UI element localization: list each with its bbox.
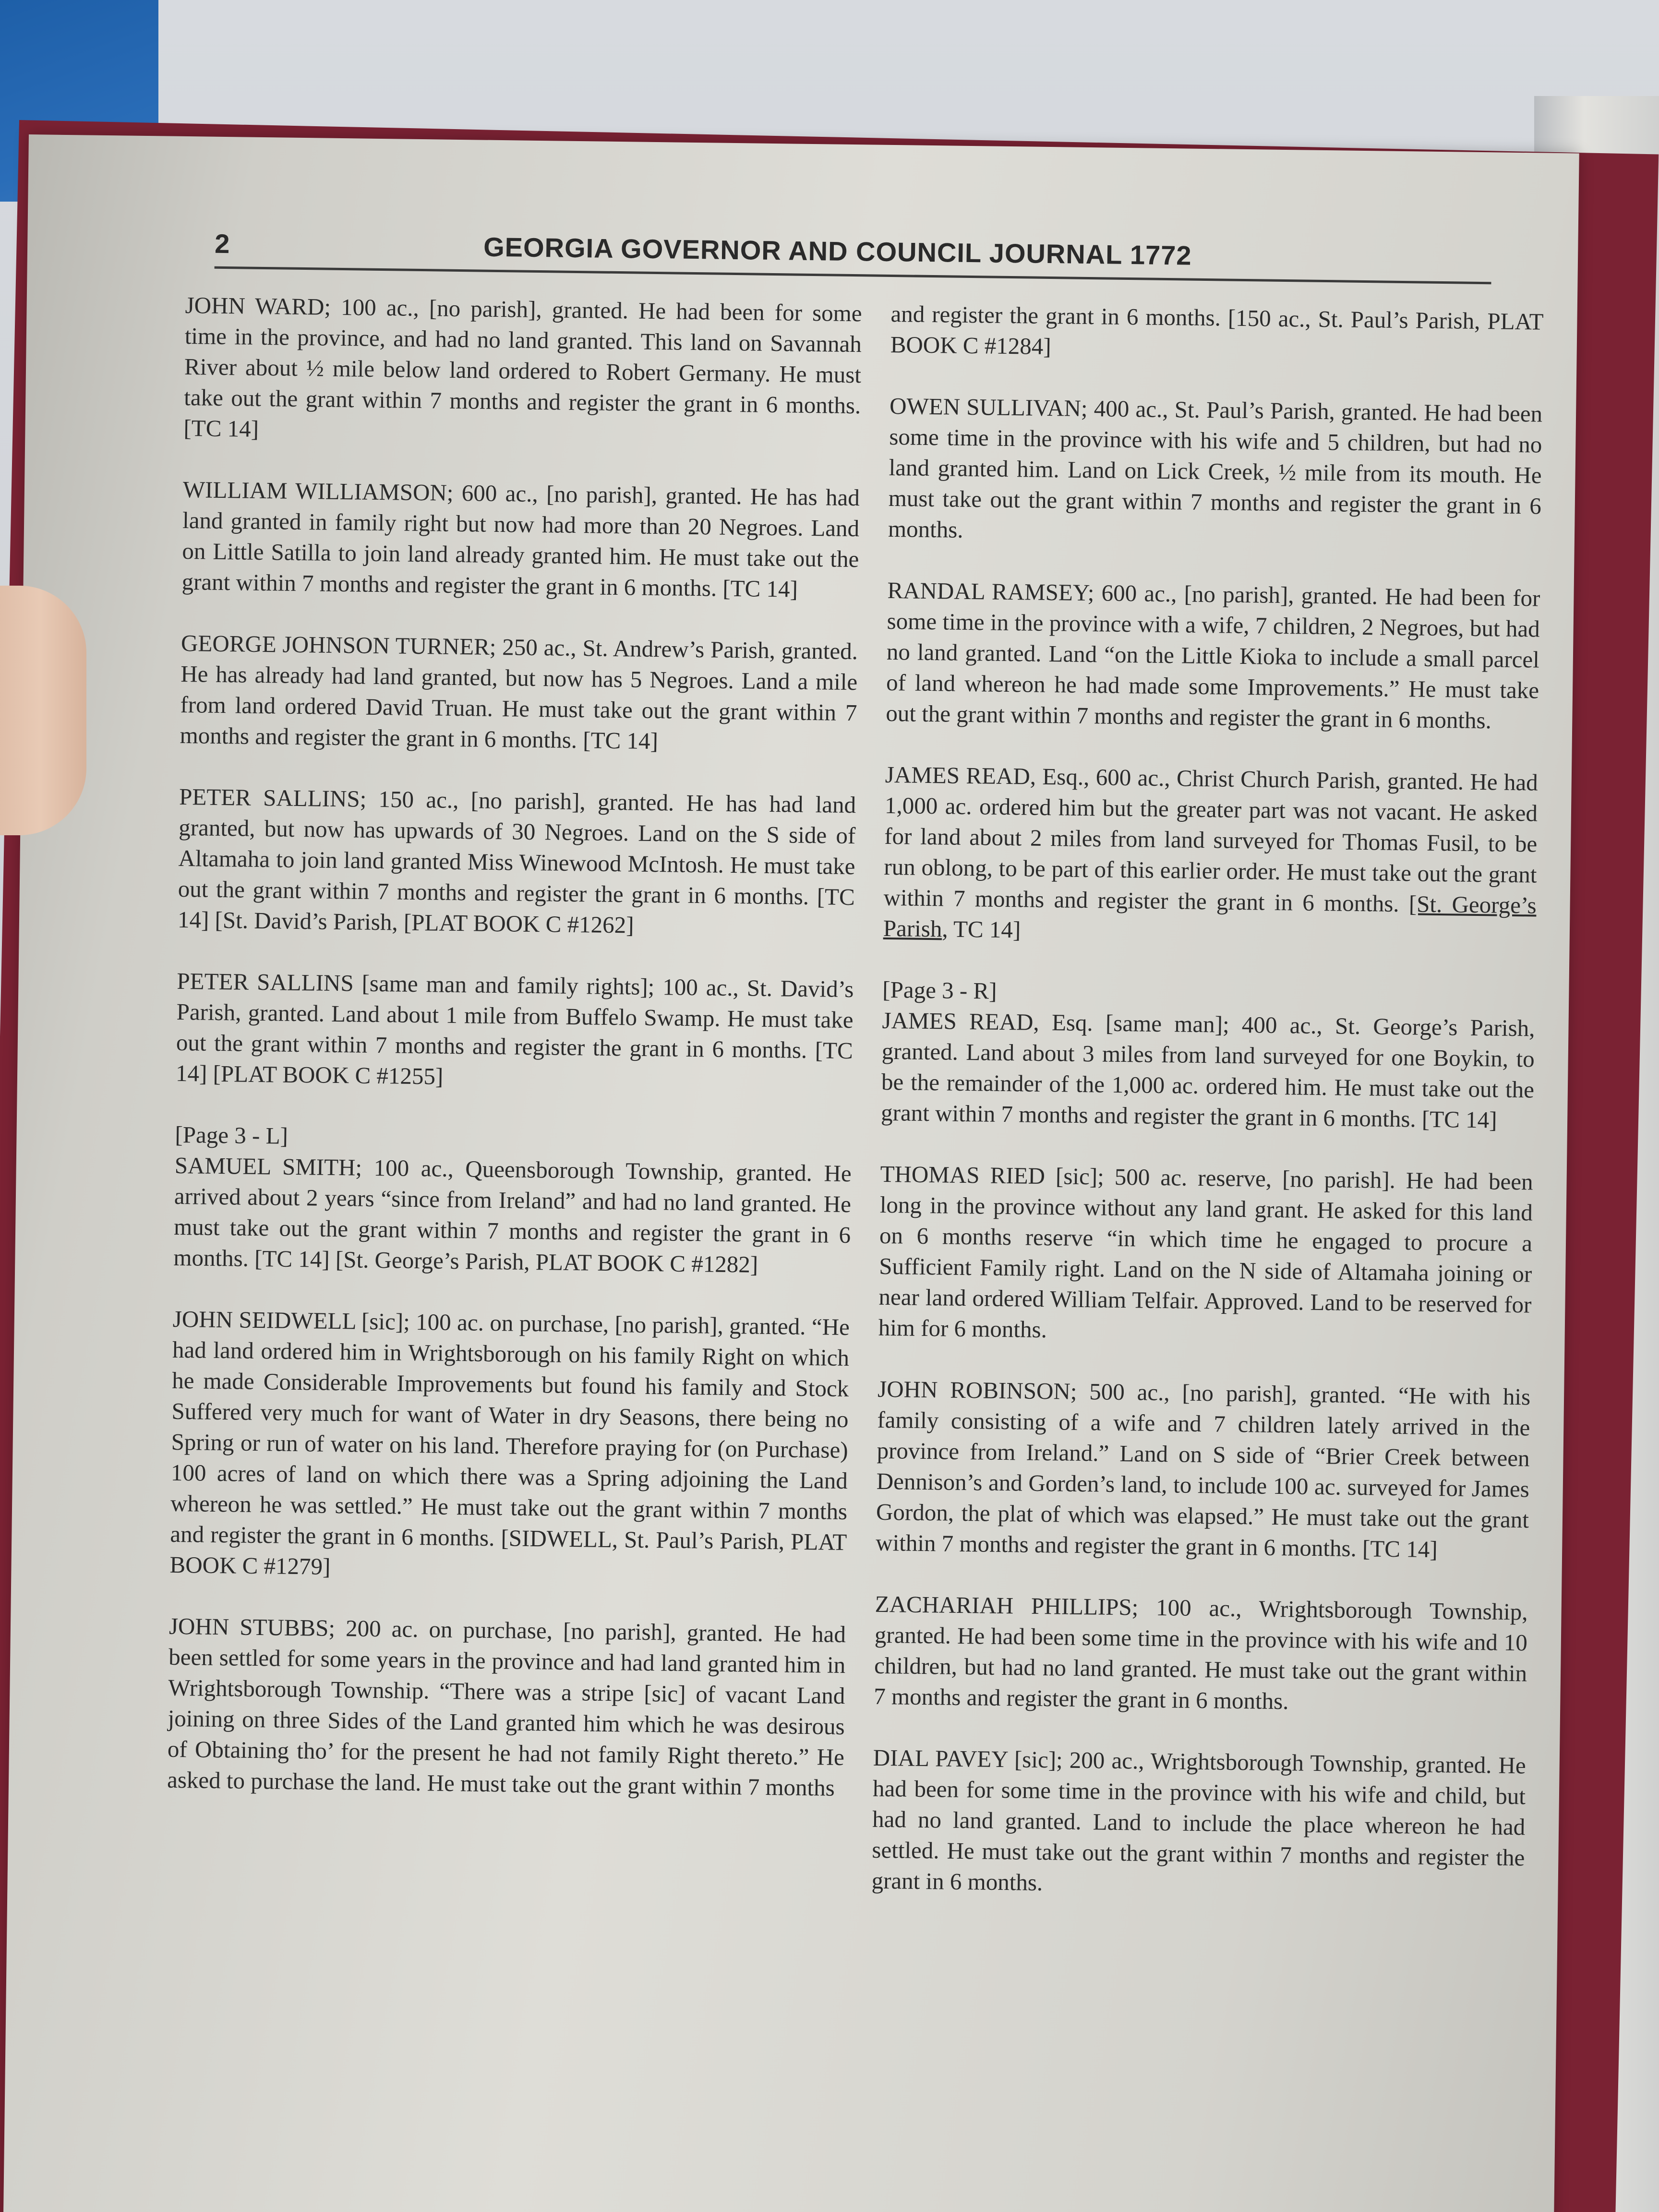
book-page xyxy=(3,134,1579,2212)
entry-thomas-ried: THOMAS RIED [sic]; 500 ac. reserve, [no parish]. He had been long in the province without any land grant. He asked for this land on 6 months reserve “in which time he engaged to procure a Sufficient Family right. Land on the N side of Altamaha joining or near land ordered William Telfair. Approved. Land to be reserved for him for 6 months. xyxy=(878,1160,1533,1343)
running-title: GEORGIA GOVERNOR AND COUNCIL JOURNAL 1772 xyxy=(483,231,1192,271)
entry-samuel-smith xyxy=(173,1119,852,1281)
entry-john-ward: JOHN WARD; 100 ac., [no parish], granted. He had been for some time in the province, and had no land granted. This land on Savannah River about ½ mile below land ordered to Robert Germany. He must take out the grant within 7 months and register the grant in 6 months. [TC 14] xyxy=(183,292,862,442)
entry-randal-ramsey: RANDAL RAMSEY; 600 ac., [no parish], granted. He had been for some time in the province with a wife, 7 children, 2 Negroes, but had no land granted. Land “on the Little Kioka to include a small parcel of land whereon he had made some Improvements.” He must take out the grant within 7 months and register the grant in 6 months. xyxy=(886,577,1540,734)
right-column xyxy=(871,299,1544,1935)
entry-john-robinson: JOHN ROBINSON; 500 ac., [no parish], granted. “He with his family consisting of a wife and 7 children lately arrived in the province from Ireland.” Land on S side of “Brier Creek between Dennison’s and Gorden’s land, to include 100 ac. surveyed for James Gordon, the plat of which was elapsed.” He must take out the grant within 7 months and register the grant in 6 months. [TC 14] xyxy=(875,1375,1531,1563)
entry-james-read xyxy=(883,759,1539,952)
thumb xyxy=(0,586,86,835)
underlined-parish: [St. George’s Parish xyxy=(883,890,1537,942)
page-number: 2 xyxy=(214,228,230,259)
entry-peter-sallins: PETER SALLINS; 150 ac., [no parish], granted. He has had land granted, but now has upwards of 30 Negroes. Land on the S side of Altamaha to join land granted Miss Winewood McIntosh. He must take out the grant within 7 months and register the grant in 6 months. [TC 14] [St. David’s Parish, [PLAT BOOK C #1262] xyxy=(177,783,856,938)
entry-zachariah-phillips: ZACHARIAH PHILLIPS; 100 ac., Wrightsborough Township, granted. He had been some time in the province with his wife and 10 children, but had no land granted. He must take out the grant within 7 months and register the grant in 6 months. xyxy=(874,1590,1528,1715)
entry-george-johnson-turner: GEORGE JOHNSON TURNER; 250 ac., St. Andrew’s Parish, granted. He has already had land granted, but now has 5 Negroes. Land a mile from land ordered David Truan. He must take out the grant within 7 months and register the grant in 6 months. [TC 14] xyxy=(180,629,858,755)
page-marker: [Page 3 - L] xyxy=(175,1121,289,1149)
entry-text: SAMUEL SMITH; 100 ac., Queensborough Township, granted. He arrived about 2 years “since from Ireland” and had no land granted. He must take out the grant within 7 months and register the grant in 6 months. [TC 14] [St. George’s Parish, PLAT BOOK C #1282] xyxy=(173,1152,852,1278)
entry-dial-pavey: DIAL PAVEY [sic]; 200 ac., Wrightsborough Township, granted. He had been for some time in the province with his wife and child, but had no land granted. Land to include the place whereon he had settled. He must take out the grant within 7 months and register the grant in 6 months. xyxy=(871,1744,1527,1896)
page-header xyxy=(215,223,1492,282)
entry-james-read-2 xyxy=(881,974,1536,1136)
entry-john-stubbs: JOHN STUBBS; 200 ac. on purchase, [no parish], granted. He had been settled for some years in the province and had land granted him in Wrightsborough Township. “There was a stripe [sic] of vacant Land joining on three Sides of the Land granted him which he was desirous of Obtaining tho’ for the present he had not family Right thereto.” He asked to purchase the land. He must take out the grant within 7 months xyxy=(167,1612,846,1801)
entry-text: JAMES READ, Esq., 600 ac., Christ Church Parish, granted. He had 1,000 ac. ordered him but the greater part was not vacant. He asked for land about 2 miles from land surveyed for Thomas Fusil, to be run oblong, to be part of this earlier order. He must take out the grant within 7 months and register the grant in 6 months. xyxy=(883,761,1539,917)
entry-john-seidwell: JOHN SEIDWELL [sic]; 100 ac. on purchase, [no parish], granted. “He had land ordered him in Wrightsborough on his family Right on which he made Considerable Improvements but found his family and Stock Suffered very much for want of Water in dry Seasons, there being no Spring or run of water on his land. Therefore praying for (on Purchase) 100 acres of land on which there was a Spring adjoining the Land whereon he was settled.” He must take out the grant within 7 months and register the grant in 6 months. [SIDWELL, St. Paul’s Parish, PLAT BOOK C #1279] xyxy=(169,1305,850,1580)
entry-william-williamson: WILLIAM WILLIAMSON; 600 ac., [no parish], granted. He has had land granted in family right but now had more than 20 Negroes. Land on Little Satilla to join land already granted him. He must take out the grant within 7 months and register the grant in 6 months. [TC 14] xyxy=(181,476,860,602)
entry-tail: , TC 14] xyxy=(942,915,1021,943)
entry-text: JAMES READ, Esq. [same man]; 400 ac., St. George’s Parish, granted. Land about 3 miles from land surveyed for one Boykin, to be the remainder of the 1,000 ac. ordered him. He must take out the grant within 7 months and register the grant in 6 months. [TC 14] xyxy=(880,1007,1535,1133)
left-column xyxy=(167,290,862,1834)
entry-peter-sallins-2: PETER SALLINS [same man and family rights]; 100 ac., St. David’s Parish, granted. Land about 1 mile from Buffelo Swamp. He must take out the grant within 7 months and register the grant in 6 months. [TC 14] [PLAT BOOK C #1255] xyxy=(175,967,854,1090)
header-rule xyxy=(215,266,1491,284)
entry-continuation: and register the grant in 6 months. [150 ac., St. Paul’s Parish, PLAT BOOK C #1284] xyxy=(890,300,1544,360)
page-marker: [Page 3 - R] xyxy=(882,976,997,1004)
entry-owen-sullivan: OWEN SULLIVAN; 400 ac., St. Paul’s Parish, granted. He had been some time in the province with his wife and 5 children, but had no land granted him. Land on Lick Creek, ½ mile from its mouth. He must take out the grant within 7 months and register the grant in 6 months. xyxy=(888,392,1543,543)
